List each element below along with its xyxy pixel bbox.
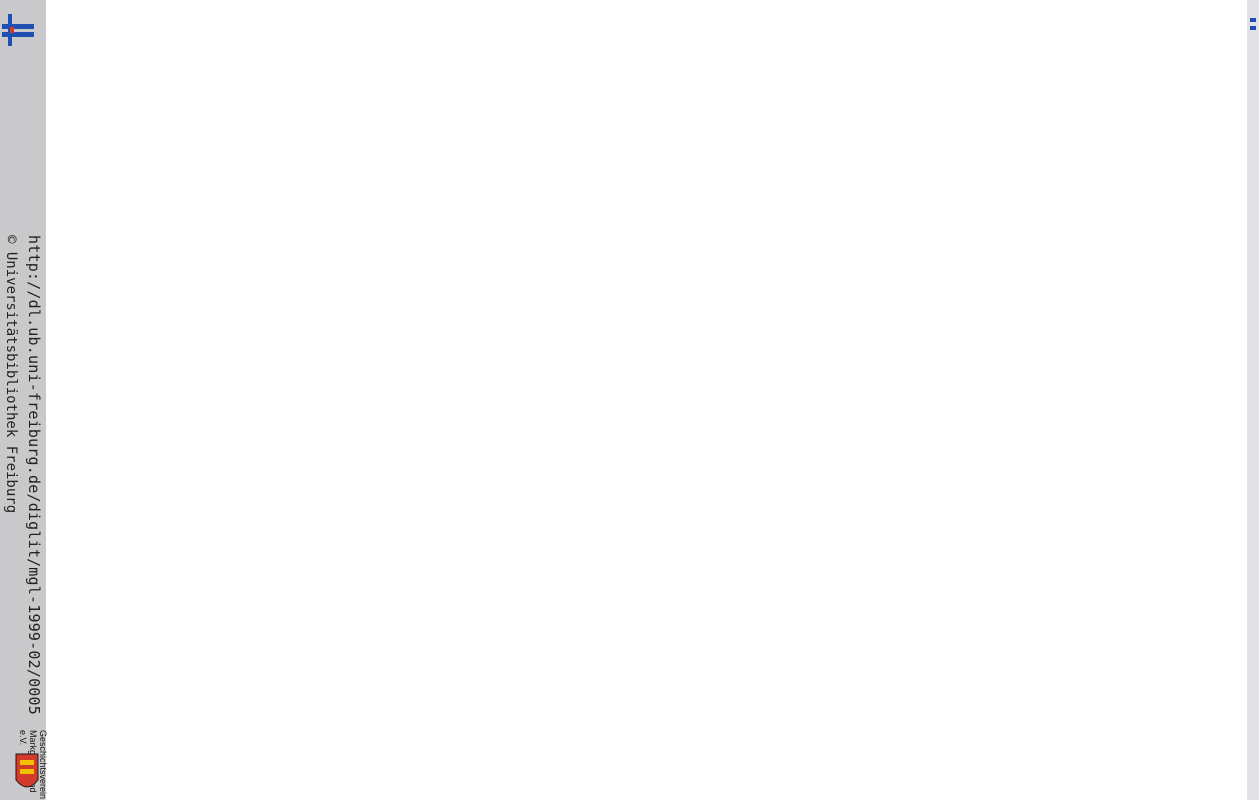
scanned-page: [0, 19, 1259, 754]
society-name-line1: Geschichtsverein: [38, 730, 48, 800]
page-title: [0, 19, 1, 754]
document-url[interactable]: http://dl.ub.uni-freiburg.de/diglit/mgl-1999-02/0005: [25, 235, 43, 715]
coat-of-arms-icon: [14, 752, 40, 796]
copyright-notice: © Universitätsbibliothek Freiburg: [3, 235, 19, 514]
society-name-line2: e.V.: [18, 730, 28, 746]
